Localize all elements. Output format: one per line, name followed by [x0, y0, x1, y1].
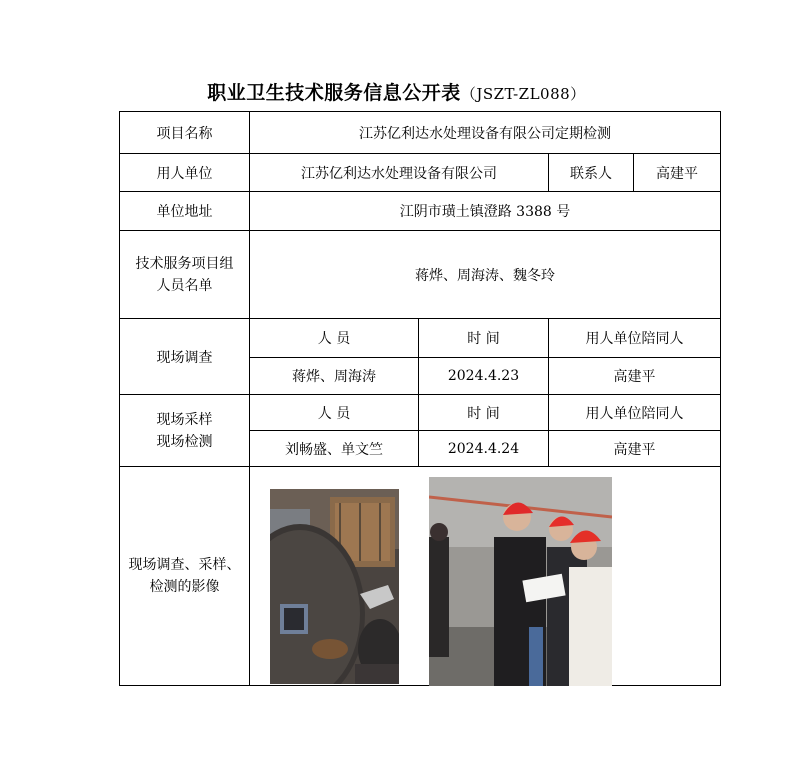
contact-value: 高建平 [634, 154, 721, 192]
contact-label: 联系人 [549, 154, 634, 192]
survey-time: 2024.4.23 [419, 358, 549, 395]
row-project [120, 112, 721, 154]
sampling-label [120, 395, 250, 467]
team-value: 蒋烨、周海涛、魏冬玲 [250, 231, 721, 319]
page-title [0, 78, 793, 105]
info-table [119, 111, 721, 686]
title-text: 职业卫生技术服务信息公开表 [207, 82, 461, 104]
sampling-col-time: 时 间 [419, 395, 549, 431]
document-code: （JSZT-ZL088） [460, 85, 586, 103]
survey-col-person: 人 员 [250, 319, 419, 358]
project-value: 江苏亿利达水处理设备有限公司定期检测 [250, 112, 721, 154]
survey-companion: 高建平 [549, 358, 721, 395]
team-label [120, 231, 250, 319]
row-sampling-header [120, 395, 721, 431]
employer-value: 江苏亿利达水处理设备有限公司 [250, 154, 549, 192]
row-team [120, 231, 721, 319]
row-employer [120, 154, 721, 192]
sampling-col-companion: 用人单位陪同人 [549, 395, 721, 431]
project-label: 项目名称 [120, 112, 250, 154]
images-label [120, 467, 250, 686]
row-address [120, 192, 721, 231]
sampling-person: 刘畅盛、单文竺 [250, 431, 419, 467]
sampling-time: 2024.4.24 [419, 431, 549, 467]
address-value: 江阴市璜土镇澄路 3388 号 [250, 192, 721, 231]
survey-col-companion: 用人单位陪同人 [549, 319, 721, 358]
sampling-companion: 高建平 [549, 431, 721, 467]
survey-person: 蒋烨、周海涛 [250, 358, 419, 395]
row-images [120, 467, 721, 686]
sampling-col-person: 人 员 [250, 395, 419, 431]
survey-label: 现场调查 [120, 319, 250, 395]
sampling-label-text: 现场采样现场检测 [156, 411, 213, 450]
images-label-text: 现场调查、采样、检测的影像 [128, 557, 241, 595]
address-label: 单位地址 [120, 192, 250, 231]
team-label-text: 技术服务项目组人员名单 [135, 255, 234, 294]
row-survey-header [120, 319, 721, 358]
site-photo-equipment [270, 489, 399, 684]
survey-col-time: 时 间 [419, 319, 549, 358]
employer-label: 用人单位 [120, 154, 250, 192]
site-photo-workers [429, 477, 612, 686]
